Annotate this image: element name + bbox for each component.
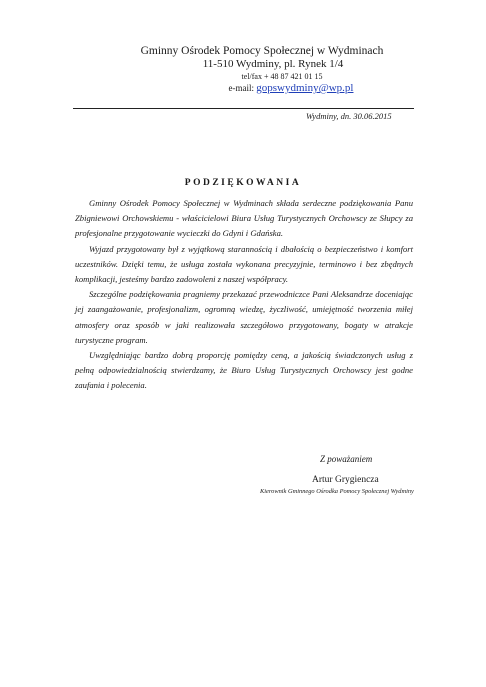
paragraph-1: Gminny Ośrodek Pomocy Społecznej w Wydminach składa serdeczne podziękowania Panu Zbigniewowi Orchowskiemu - właścicielowi Biura Usług Turystycznych Orchowscy ze Słupcy za profesjonalne przygotowanie wycieczki do Gdyni i Gdańska. [75, 198, 413, 239]
paragraph-4: Uwzględniając bardzo dobrą proporcję pomiędzy ceną, a jakością świadczonych usług z pełną odpowiedzialnością stwierdzamy, że Biuro Usług Turystycznych Orchowscy jest godne zaufania i polecenia. [75, 350, 413, 391]
organization-address: 11-510 Wydminy, pl. Rynek 1/4 [202, 58, 344, 70]
letter-date: Wydminy, dn. 30.06.2015 [306, 111, 392, 121]
email-link[interactable]: gopswydminy@wp.pl [256, 82, 354, 94]
letter-title: PODZIĘKOWANIA [184, 178, 302, 188]
paragraph-2: Wyjazd przygotowany był z wyjątkową starannością i dbałością o bezpieczeństwo i komfort uczestników. Dzięki temu, że usługa została wykonana precyzyjnie, terminowo i bez zbędnych komplikacji, jesteśmy bardzo zadowoleni z naszej współpracy. [75, 243, 413, 285]
email-line [96, 82, 486, 94]
signer-name: Artur Grygiencza [312, 475, 379, 485]
closing-phrase: Z poważaniem [320, 454, 373, 464]
paragraph-3: Szczególne podziękowania pragniemy przekazać przewodniczce Pani Aleksandrze doceniając jej zaangażowanie, profesjonalizm, ogromną wiedzę, życzliwość, umiejętność tworzenia miłej atmosfery oraz sposób w jaki realizowała szczegółowo przygotowany, bogaty w atrakcje turystyczne program. [75, 289, 413, 345]
email-label: e-mail: [228, 83, 255, 93]
letter-body [75, 196, 413, 394]
organization-telfax: tel/fax + 48 87 421 01 15 [241, 72, 323, 81]
header-divider [73, 108, 414, 109]
signer-title: Kierownik Gminnego Ośrodka Pomocy Społecznej Wydminy [260, 488, 414, 495]
organization-name: Gminny Ośrodek Pomocy Społecznej w Wydminach [140, 45, 384, 57]
letterhead [0, 44, 486, 94]
